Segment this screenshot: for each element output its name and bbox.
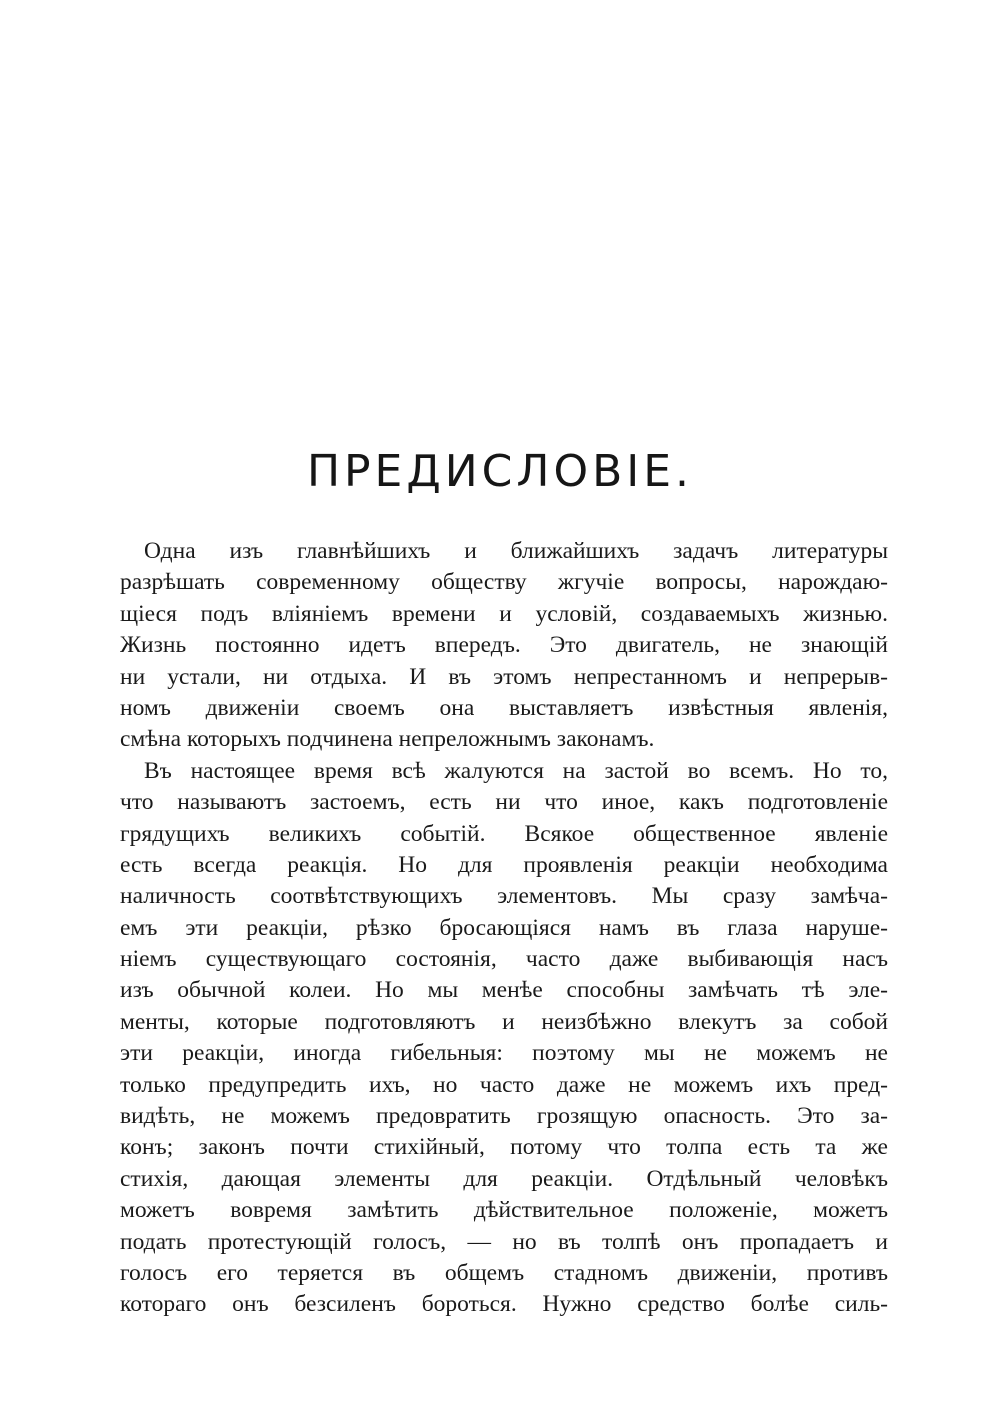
text-line: Одна изъ главнѣйшихъ и ближайшихъ задачъ литературы — [144, 538, 888, 564]
text-line: видѣть, не можемъ предовратить грозящую опасность. Это за- — [120, 1103, 888, 1130]
preface-text — [120, 536, 888, 1321]
text-line: ніемъ существующаго состоянія, часто даже выбивающія насъ — [120, 946, 888, 973]
text-line: менты, которые подготовляютъ и неизбѣжно влекутъ за собой — [120, 1008, 888, 1035]
text-line: емъ эти реакціи, рѣзко бросающіяся намъ въ глаза наруше- — [120, 914, 888, 941]
text-line: котораго онъ безсиленъ бороться. Нужно средство болѣе силь- — [120, 1291, 888, 1318]
text-line: разрѣшать современному обществу жгучіе вопросы, нарождаю- — [120, 569, 888, 596]
text-line: наличность соотвѣтствующихъ элементовъ. Мы сразу замѣча- — [120, 883, 888, 910]
text-line: изъ обычной колеи. Но мы менѣе способны замѣчать тѣ эле- — [120, 977, 888, 1004]
text-line: щіеся подъ вліяніемъ времени и условій, создаваемыхъ жизнью. — [120, 600, 888, 627]
text-line: ни устали, ни отдыха. И въ этомъ непрестанномъ и непрерыв- — [120, 663, 888, 690]
paragraph-1 — [120, 536, 888, 756]
text-line: Въ настоящее время всѣ жалуются на застой во всемъ. Но то, — [144, 757, 888, 784]
text-line: смѣна которыхъ подчинена непреложнымъ законамъ. — [120, 726, 655, 753]
text-line: конъ; законъ почти стихійный, потому что толпа есть та же — [120, 1134, 888, 1161]
text-line: подать протестующій голосъ, — но въ толпѣ онъ пропадаетъ и — [120, 1228, 888, 1255]
text-line: что называютъ застоемъ, есть ни что иное, какъ подготовленіе — [120, 789, 888, 816]
chapter-title: ПРЕДИСЛОВІЕ. — [306, 446, 694, 497]
paragraph-2 — [120, 756, 888, 1321]
text-line: только предупредить ихъ, но часто даже не можемъ ихъ пред- — [120, 1071, 888, 1098]
text-line: есть всегда реакція. Но для проявленія реакціи необходима — [120, 851, 888, 878]
text-line: номъ движеніи своемъ она выставляетъ извѣстныя явленія, — [120, 694, 888, 721]
text-line: голосъ его теряется въ общемъ стадномъ движеніи, противъ — [120, 1259, 888, 1286]
text-line: стихія, дающая элементы для реакціи. Отдѣльный человѣкъ — [120, 1165, 888, 1192]
text-line: можетъ вовремя замѣтить дѣйствительное положеніе, можетъ — [120, 1197, 888, 1224]
text-line: Жизнь постоянно идетъ впередъ. Это двигатель, не знающій — [120, 632, 888, 659]
text-line: грядущихъ великихъ событій. Всякое общественное явленіе — [120, 820, 888, 847]
text-line: эти реакціи, иногда гибельныя: поэтому мы не можемъ не — [120, 1040, 888, 1067]
